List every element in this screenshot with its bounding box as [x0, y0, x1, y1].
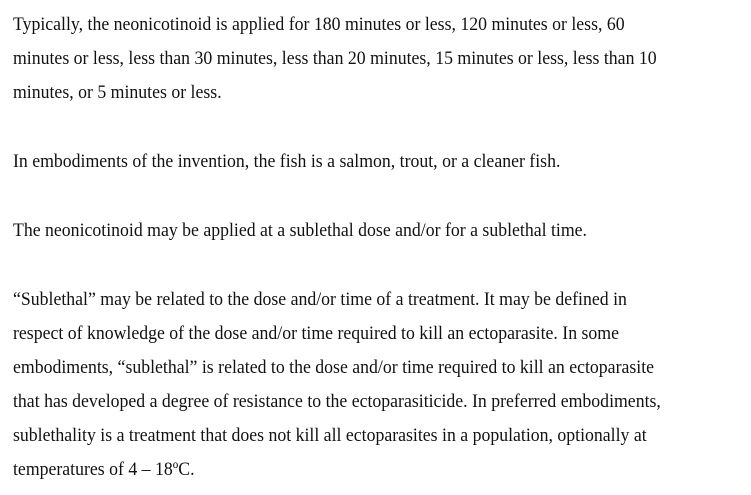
- text-line: “Sublethal” may be related to the dose and/or time of a treatment. It may be defined in: [13, 289, 627, 310]
- text-line: The neonicotinoid may be applied at a sublethal dose and/or for a sublethal time.: [13, 220, 587, 241]
- text-line: minutes, or 5 minutes or less.: [13, 82, 222, 103]
- text-line: minutes or less, less than 30 minutes, less than 20 minutes, 15 minutes or less, less than 10: [13, 48, 657, 69]
- text-line: sublethality is a treatment that does not kill all ectoparasites in a population, optionally at: [13, 425, 647, 446]
- text-line: Typically, the neonicotinoid is applied for 180 minutes or less, 120 minutes or less, 60: [13, 14, 625, 35]
- text-line: In embodiments of the invention, the fish is a salmon, trout, or a cleaner fish.: [13, 151, 561, 172]
- text-line: respect of knowledge of the dose and/or time required to kill an ectoparasite. In some: [13, 323, 620, 344]
- text-line: temperatures of 4 – 18ºC.: [13, 459, 195, 480]
- text-line: embodiments, “sublethal” is related to the dose and/or time required to kill an ectoparasite: [13, 357, 655, 378]
- text-line: that has developed a degree of resistance to the ectoparasiticide. In preferred embodiments,: [13, 391, 661, 412]
